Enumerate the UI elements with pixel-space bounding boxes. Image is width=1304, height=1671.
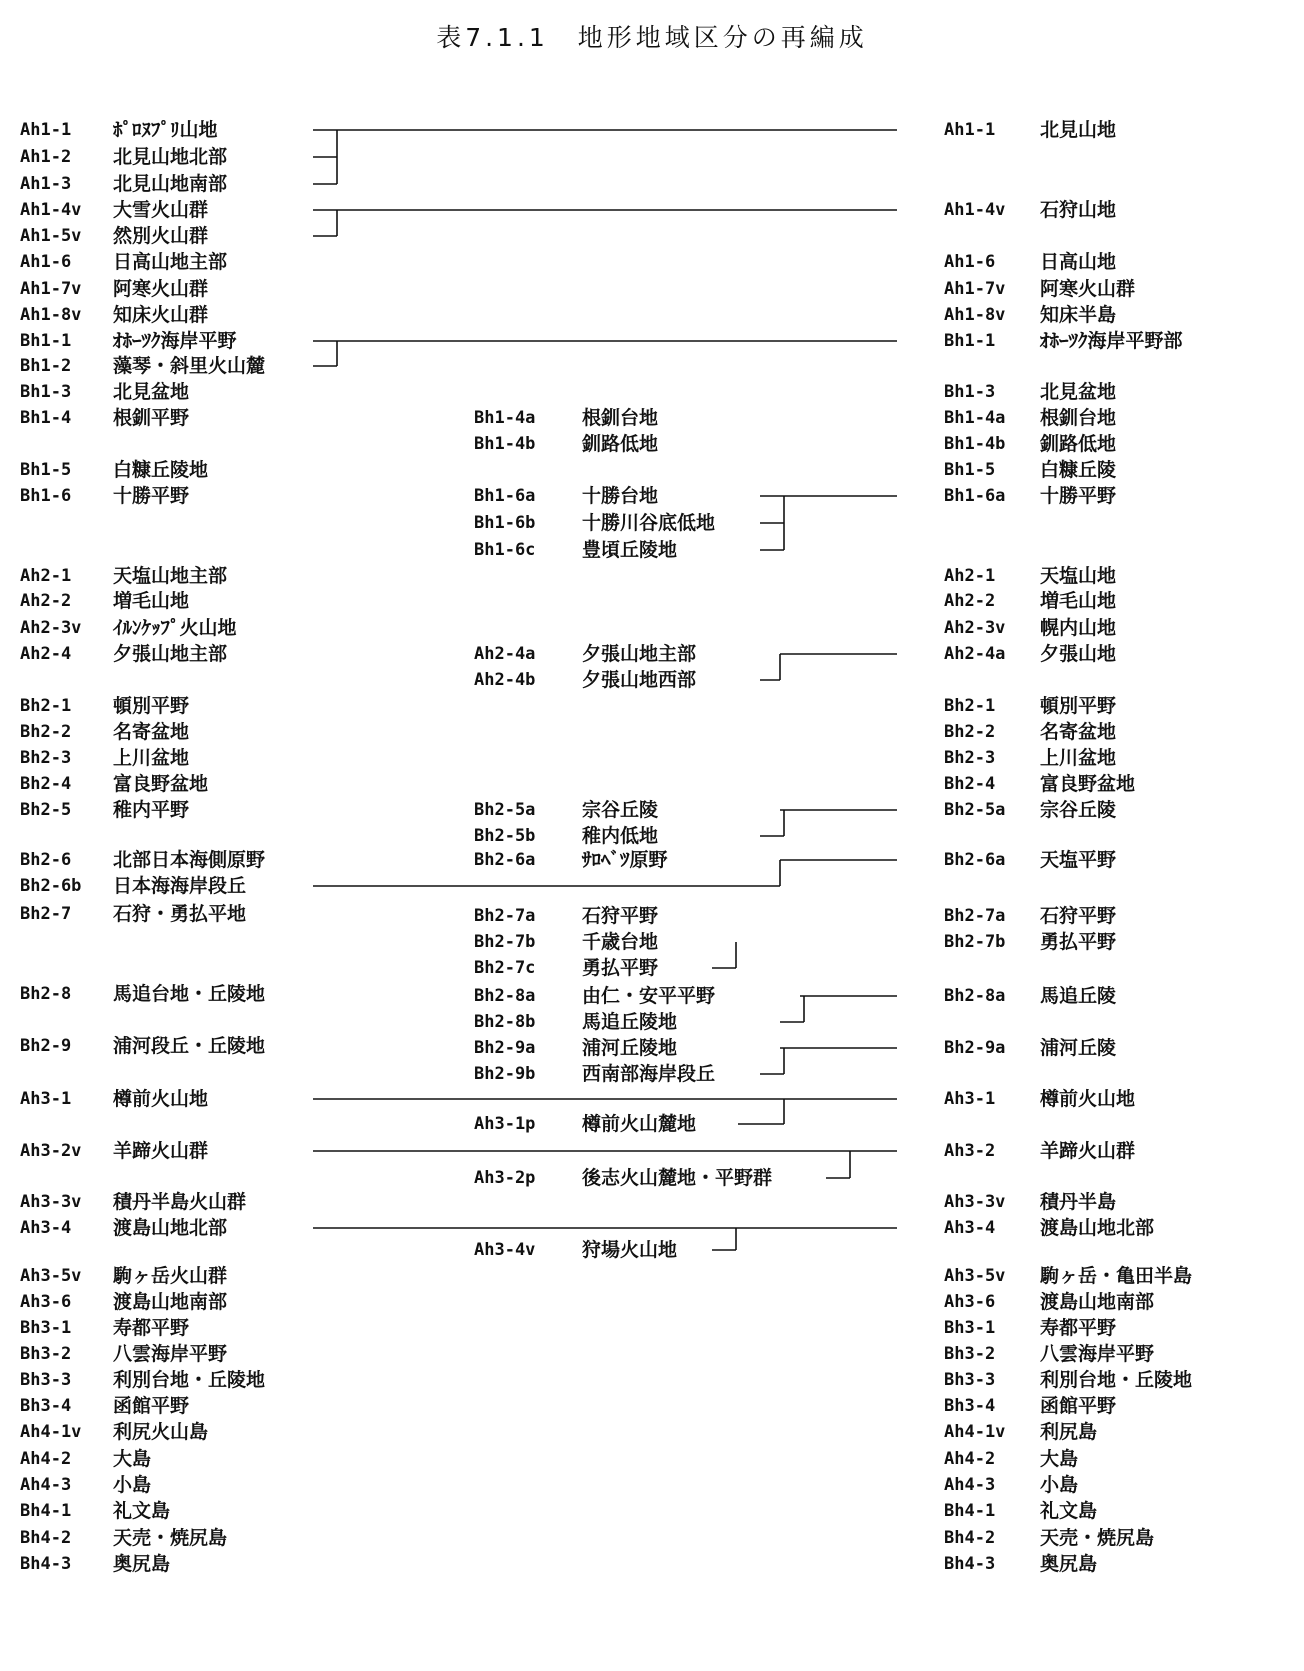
revised-unit-code: Ah3-4: [944, 1218, 996, 1238]
revised-unit-name: 知床半島: [1040, 304, 1117, 326]
revised-unit-code: Bh4-3: [944, 1554, 996, 1574]
subdivided-unit-name: 勇払平野: [582, 957, 659, 979]
revised-unit-name: 北見山地: [1040, 119, 1117, 141]
revised-unit-name: 上川盆地: [1040, 747, 1117, 769]
original-unit-name: 天塩山地主部: [113, 565, 228, 587]
original-unit-code: Bh1-3: [20, 382, 72, 402]
original-unit-code: Ah1-8v: [20, 305, 82, 325]
subdivided-unit-code: Ah3-2p: [474, 1168, 536, 1188]
revised-unit-name: 勇払平野: [1040, 931, 1117, 953]
subdivided-unit-code: Bh2-9a: [474, 1038, 536, 1058]
original-unit-code: Bh1-2: [20, 356, 72, 376]
original-unit-code: Bh2-7: [20, 904, 72, 924]
original-unit-name: 小島: [113, 1474, 152, 1496]
original-unit-name: 知床火山群: [113, 304, 209, 326]
subdivided-unit-name: 夕張山地主部: [582, 643, 697, 665]
revised-unit-code: Ah3-1: [944, 1089, 996, 1109]
revised-unit-code: Ah1-4v: [944, 200, 1006, 220]
revised-unit-name: 八雲海岸平野: [1040, 1343, 1155, 1365]
original-unit-name: 日高山地主部: [113, 251, 228, 273]
original-unit-code: Ah3-6: [20, 1292, 72, 1312]
original-unit-code: Ah1-2: [20, 147, 72, 167]
original-unit-code: Ah2-1: [20, 566, 72, 586]
original-unit-code: Ah2-3v: [20, 618, 82, 638]
revised-unit-name: 奥尻島: [1040, 1553, 1098, 1575]
revised-unit-code: Bh3-3: [944, 1370, 996, 1390]
subdivided-unit-name: 豊頃丘陵地: [582, 539, 678, 561]
original-unit-name: 天売・焼尻島: [113, 1527, 228, 1549]
revised-unit-code: Ah1-8v: [944, 305, 1006, 325]
original-unit-name: ﾎﾟﾛﾇﾌﾟﾘ山地: [113, 119, 218, 141]
revised-unit-name: 礼文島: [1040, 1500, 1098, 1522]
original-unit-name: 石狩・勇払平地: [113, 903, 247, 925]
subdivided-unit-name: 宗谷丘陵: [582, 799, 659, 821]
subdivided-unit-code: Bh2-5a: [474, 800, 536, 820]
subdivided-unit-name: 由仁・安平平野: [582, 985, 716, 1007]
revised-unit-code: Bh4-1: [944, 1501, 996, 1521]
revised-unit-name: 天売・焼尻島: [1040, 1527, 1155, 1549]
original-unit-code: Bh4-1: [20, 1501, 72, 1521]
original-unit-name: 根釧平野: [113, 407, 190, 429]
revised-unit-name: 浦河丘陵: [1040, 1037, 1117, 1059]
revised-unit-name: 羊蹄火山群: [1040, 1140, 1136, 1162]
original-unit-code: Ah1-6: [20, 252, 72, 272]
revised-unit-name: 夕張山地: [1040, 643, 1117, 665]
revised-unit-code: Bh2-4: [944, 774, 996, 794]
page-title: 表7.1.1 地形地域区分の再編成: [436, 23, 868, 52]
original-unit-name: 上川盆地: [113, 747, 190, 769]
original-unit-code: Bh2-8: [20, 984, 72, 1004]
original-unit-name: 寿都平野: [113, 1317, 190, 1339]
original-unit-code: Ah1-3: [20, 174, 72, 194]
revised-unit-code: Ah2-4a: [944, 644, 1006, 664]
original-unit-name: ｵﾎｰﾂｸ海岸平野: [113, 330, 237, 352]
revised-unit-name: 大島: [1040, 1448, 1079, 1470]
original-unit-name: ｲﾙﾝｹｯﾌﾟ火山地: [113, 617, 237, 639]
subdivided-unit-code: Bh1-6c: [474, 540, 536, 560]
revised-unit-name: 幌内山地: [1040, 617, 1117, 639]
subdivided-unit-code: Bh2-7b: [474, 932, 536, 952]
original-unit-code: Ah4-2: [20, 1449, 72, 1469]
original-unit-name: 増毛山地: [113, 590, 190, 612]
revised-unit-code: Ah2-3v: [944, 618, 1006, 638]
revised-unit-name: 白糠丘陵: [1040, 459, 1117, 481]
original-unit-name: 積丹半島火山群: [113, 1191, 247, 1213]
original-unit-name: 利別台地・丘陵地: [113, 1369, 266, 1391]
original-unit-name: 北部日本海側原野: [113, 849, 266, 871]
subdivided-unit-name: 稚内低地: [582, 825, 659, 847]
original-unit-name: 頓別平野: [113, 695, 190, 717]
original-unit-code: Bh3-1: [20, 1318, 72, 1338]
subdivided-unit-name: 根釧台地: [582, 407, 659, 429]
subdivided-unit-name: 馬追丘陵地: [582, 1011, 678, 1033]
original-unit-code: Ah2-4: [20, 644, 72, 664]
original-unit-name: 礼文島: [113, 1500, 171, 1522]
revised-unit-code: Ah2-2: [944, 591, 996, 611]
revised-unit-name: ｵﾎｰﾂｸ海岸平野部: [1040, 330, 1183, 352]
subdivided-unit-code: Ah2-4b: [474, 670, 536, 690]
subdivided-unit-name: 十勝台地: [582, 485, 659, 507]
original-unit-name: 藻琴・斜里火山麓: [113, 355, 266, 377]
subdivided-unit-code: Bh1-6a: [474, 486, 536, 506]
original-unit-code: Ah1-5v: [20, 226, 82, 246]
original-unit-name: 渡島山地南部: [113, 1291, 228, 1313]
subdivided-unit-name: 樽前火山麓地: [582, 1113, 697, 1135]
original-unit-code: Bh1-1: [20, 331, 72, 351]
original-unit-name: 浦河段丘・丘陵地: [113, 1035, 266, 1057]
revised-unit-name: 根釧台地: [1040, 407, 1117, 429]
revised-unit-code: Bh4-2: [944, 1528, 996, 1548]
original-unit-name: 羊蹄火山群: [113, 1140, 209, 1162]
original-unit-code: Bh3-4: [20, 1396, 72, 1416]
revised-unit-code: Ah2-1: [944, 566, 996, 586]
subdivided-unit-name: 後志火山麓地・平野群: [582, 1167, 773, 1189]
original-unit-code: Bh4-2: [20, 1528, 72, 1548]
revised-unit-code: Bh2-6a: [944, 850, 1006, 870]
original-unit-name: 樽前火山地: [113, 1088, 209, 1110]
original-unit-code: Ah3-2v: [20, 1141, 82, 1161]
revised-unit-code: Ah4-3: [944, 1475, 996, 1495]
subdivided-unit-code: Bh2-5b: [474, 826, 536, 846]
subdivided-unit-code: Bh2-9b: [474, 1064, 536, 1084]
original-unit-name: 渡島山地北部: [113, 1217, 228, 1239]
original-unit-code: Bh3-2: [20, 1344, 72, 1364]
original-unit-code: Ah1-7v: [20, 279, 82, 299]
revised-unit-code: Ah1-6: [944, 252, 996, 272]
revised-unit-name: 馬追丘陵: [1040, 985, 1117, 1007]
original-unit-name: 北見山地北部: [113, 146, 228, 168]
subdivided-unit-code: Ah3-1p: [474, 1114, 536, 1134]
revised-unit-code: Bh2-9a: [944, 1038, 1006, 1058]
original-unit-code: Ah2-2: [20, 591, 72, 611]
revised-unit-code: Ah4-2: [944, 1449, 996, 1469]
revised-unit-code: Bh3-2: [944, 1344, 996, 1364]
revised-unit-code: Bh1-4a: [944, 408, 1006, 428]
original-unit-code: Bh2-5: [20, 800, 72, 820]
revised-unit-name: 寿都平野: [1040, 1317, 1117, 1339]
revised-unit-code: Bh1-6a: [944, 486, 1006, 506]
original-unit-code: Bh1-5: [20, 460, 72, 480]
revised-unit-code: Ah4-1v: [944, 1422, 1006, 1442]
subdivided-unit-name: 石狩平野: [582, 905, 659, 927]
revised-unit-name: 北見盆地: [1040, 381, 1117, 403]
original-unit-code: Bh1-6: [20, 486, 72, 506]
original-unit-code: Bh2-6: [20, 850, 72, 870]
revised-unit-code: Bh1-3: [944, 382, 996, 402]
original-unit-name: 然別火山群: [113, 225, 209, 247]
revised-unit-code: Ah3-2: [944, 1141, 996, 1161]
revised-unit-name: 石狩山地: [1040, 199, 1117, 221]
original-unit-name: 北見山地南部: [113, 173, 228, 195]
original-unit-code: Ah3-4: [20, 1218, 72, 1238]
revised-unit-code: Ah1-1: [944, 120, 996, 140]
revised-unit-name: 渡島山地南部: [1040, 1291, 1155, 1313]
original-unit-name: 大島: [113, 1448, 152, 1470]
revised-unit-name: 積丹半島: [1040, 1191, 1117, 1213]
original-unit-name: 白糠丘陵地: [113, 459, 209, 481]
revised-unit-name: 駒ヶ岳・亀田半島: [1040, 1265, 1193, 1287]
original-unit-code: Bh2-6b: [20, 876, 82, 896]
revised-unit-name: 函館平野: [1040, 1395, 1117, 1417]
revised-unit-name: 富良野盆地: [1040, 773, 1136, 795]
revised-unit-name: 天塩平野: [1040, 849, 1117, 871]
original-unit-name: 阿寒火山群: [113, 278, 209, 300]
revised-unit-name: 名寄盆地: [1040, 721, 1117, 743]
revised-unit-name: 渡島山地北部: [1040, 1217, 1155, 1239]
original-unit-name: 日本海海岸段丘: [113, 875, 247, 897]
revised-unit-code: Bh1-4b: [944, 434, 1006, 454]
subdivided-unit-code: Bh2-7a: [474, 906, 536, 926]
revised-unit-name: 樽前火山地: [1040, 1088, 1136, 1110]
revised-unit-code: Ah3-6: [944, 1292, 996, 1312]
subdivided-unit-code: Bh2-6a: [474, 850, 536, 870]
revised-unit-code: Bh2-2: [944, 722, 996, 742]
original-unit-name: 北見盆地: [113, 381, 190, 403]
original-unit-code: Bh2-9: [20, 1036, 72, 1056]
original-unit-name: 富良野盆地: [113, 773, 209, 795]
revised-unit-code: Bh2-3: [944, 748, 996, 768]
revised-unit-name: 頓別平野: [1040, 695, 1117, 717]
subdivided-unit-code: Ah3-4v: [474, 1240, 536, 1260]
original-unit-name: 十勝平野: [113, 485, 190, 507]
revised-unit-code: Ah1-7v: [944, 279, 1006, 299]
subdivided-unit-name: 千歳台地: [582, 931, 659, 953]
revised-unit-name: 利別台地・丘陵地: [1040, 1369, 1193, 1391]
revised-unit-name: 宗谷丘陵: [1040, 799, 1117, 821]
revised-unit-name: 天塩山地: [1040, 565, 1117, 587]
subdivided-unit-name: 浦河丘陵地: [582, 1037, 678, 1059]
revised-unit-name: 十勝平野: [1040, 485, 1117, 507]
original-unit-code: Ah4-1v: [20, 1422, 82, 1442]
original-unit-code: Ah1-1: [20, 120, 72, 140]
original-unit-code: Bh2-3: [20, 748, 72, 768]
subdivided-unit-name: 釧路低地: [582, 433, 659, 455]
subdivided-unit-name: 十勝川谷底低地: [582, 512, 716, 534]
original-unit-name: 名寄盆地: [113, 721, 190, 743]
revised-unit-name: 利尻島: [1040, 1421, 1098, 1443]
original-unit-code: Bh3-3: [20, 1370, 72, 1390]
original-unit-name: 利尻火山島: [113, 1421, 209, 1443]
subdivided-unit-name: 夕張山地西部: [582, 669, 697, 691]
subdivided-unit-code: Bh2-8b: [474, 1012, 536, 1032]
original-unit-code: Bh4-3: [20, 1554, 72, 1574]
revised-unit-code: Bh3-1: [944, 1318, 996, 1338]
subdivided-unit-code: Bh2-7c: [474, 958, 536, 978]
original-unit-name: 駒ヶ岳火山群: [113, 1265, 228, 1287]
revised-unit-code: Bh3-4: [944, 1396, 996, 1416]
original-unit-name: 奥尻島: [113, 1553, 171, 1575]
revised-unit-code: Bh1-5: [944, 460, 996, 480]
revised-unit-code: Bh2-1: [944, 696, 996, 716]
revised-unit-code: Ah3-5v: [944, 1266, 1006, 1286]
subdivided-unit-name: 狩場火山地: [582, 1239, 678, 1261]
revised-unit-code: Bh2-7b: [944, 932, 1006, 952]
original-unit-code: Ah4-3: [20, 1475, 72, 1495]
revised-unit-name: 日高山地: [1040, 251, 1117, 273]
original-unit-code: Bh1-4: [20, 408, 72, 428]
original-unit-code: Bh2-4: [20, 774, 72, 794]
revised-unit-code: Bh1-1: [944, 331, 996, 351]
original-unit-code: Bh2-1: [20, 696, 72, 716]
subdivided-unit-code: Bh2-8a: [474, 986, 536, 1006]
revised-unit-name: 小島: [1040, 1474, 1079, 1496]
revised-unit-name: 増毛山地: [1040, 590, 1117, 612]
subdivided-unit-code: Bh1-6b: [474, 513, 536, 533]
original-unit-name: 大雪火山群: [113, 199, 209, 221]
original-unit-name: 函館平野: [113, 1395, 190, 1417]
original-unit-name: 馬追台地・丘陵地: [113, 983, 266, 1005]
revised-unit-code: Bh2-7a: [944, 906, 1006, 926]
subdivided-unit-code: Bh1-4a: [474, 408, 536, 428]
subdivided-unit-name: ｻﾛﾍﾞﾂ原野: [582, 849, 668, 871]
subdivided-unit-name: 西南部海岸段丘: [582, 1063, 716, 1085]
original-unit-name: 夕張山地主部: [113, 643, 228, 665]
original-unit-code: Ah3-3v: [20, 1192, 82, 1212]
revised-unit-name: 阿寒火山群: [1040, 278, 1136, 300]
revised-unit-name: 釧路低地: [1040, 433, 1117, 455]
original-unit-code: Ah3-1: [20, 1089, 72, 1109]
original-unit-name: 稚内平野: [113, 799, 190, 821]
subdivided-unit-code: Ah2-4a: [474, 644, 536, 664]
revised-unit-name: 石狩平野: [1040, 905, 1117, 927]
original-unit-code: Ah3-5v: [20, 1266, 82, 1286]
original-unit-name: 八雲海岸平野: [113, 1343, 228, 1365]
original-unit-code: Ah1-4v: [20, 200, 82, 220]
revised-unit-code: Bh2-5a: [944, 800, 1006, 820]
revised-unit-code: Ah3-3v: [944, 1192, 1006, 1212]
original-unit-code: Bh2-2: [20, 722, 72, 742]
subdivided-unit-code: Bh1-4b: [474, 434, 536, 454]
revised-unit-code: Bh2-8a: [944, 986, 1006, 1006]
